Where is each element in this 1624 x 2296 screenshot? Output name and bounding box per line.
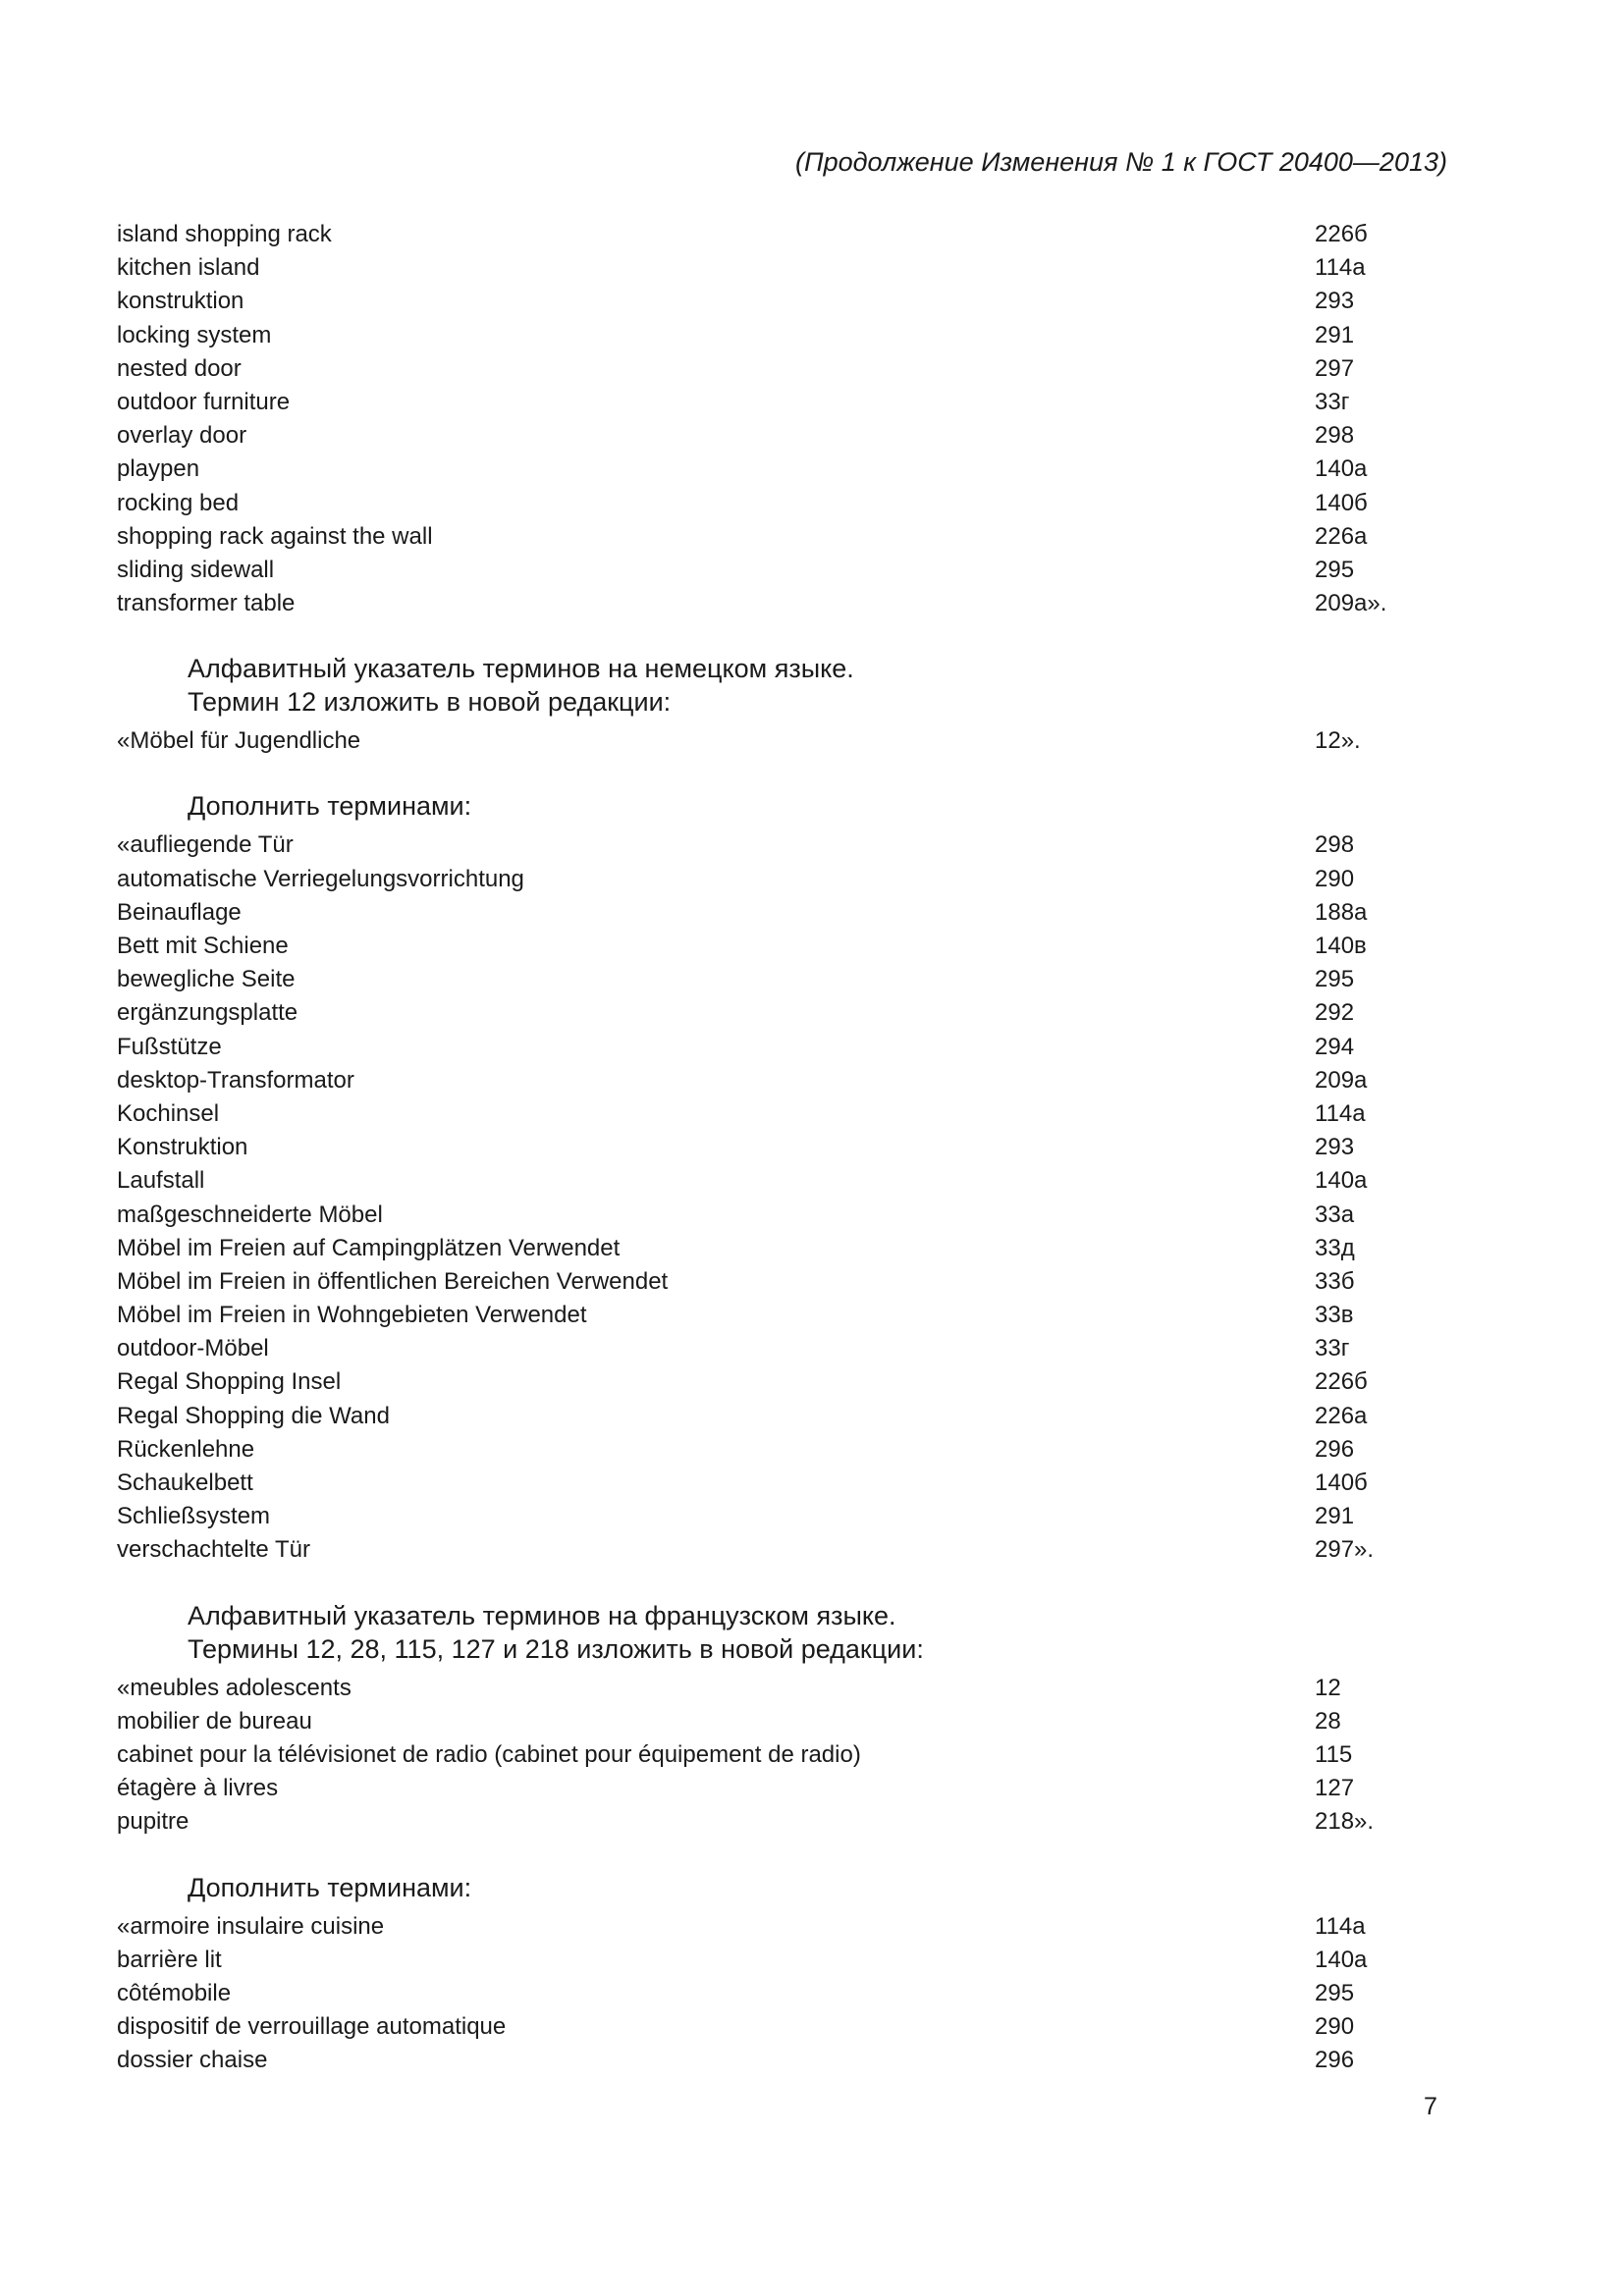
index-row bbox=[117, 487, 1413, 520]
index-term: pupitre bbox=[117, 1808, 189, 1836]
index-term: cabinet pour la télévisionet de radio (cabinet pour équipement de radio) bbox=[117, 1740, 861, 1768]
index-term: Konstruktion bbox=[117, 1134, 248, 1161]
index-row bbox=[117, 930, 1413, 963]
index-row bbox=[117, 1977, 1413, 2010]
index-term: Regal Shopping Insel bbox=[117, 1368, 342, 1396]
index-term-number: 226б bbox=[1315, 221, 1368, 247]
index-term-number: 297 bbox=[1315, 354, 1355, 382]
index-term-number: 291 bbox=[1315, 321, 1355, 348]
index-row bbox=[117, 1910, 1413, 1944]
index-term-number: 114а bbox=[1315, 1099, 1366, 1127]
index-term: Schaukelbett bbox=[117, 1469, 253, 1496]
index-term-number: 33г bbox=[1315, 388, 1350, 415]
index-term: Bett mit Schiene bbox=[117, 933, 289, 959]
index-row bbox=[117, 218, 1413, 251]
index-section bbox=[117, 218, 1413, 620]
index-term: barrière lit bbox=[117, 1946, 222, 1973]
index-term-number: 293 bbox=[1315, 288, 1355, 315]
index-term: locking system bbox=[117, 321, 272, 348]
index-row bbox=[117, 520, 1413, 554]
index-row bbox=[117, 419, 1413, 453]
section-note: Термины 12, 28, 115, 127 и 218 изложить в новой редакции: bbox=[188, 1633, 924, 1664]
index-term: outdoor furniture bbox=[117, 388, 291, 415]
index-term: mobilier de bureau bbox=[117, 1707, 312, 1735]
index-term: «aufliegende Tür bbox=[117, 831, 294, 859]
index-row bbox=[117, 251, 1413, 285]
index-term: étagère à livres bbox=[117, 1775, 279, 1802]
index-term-number: 28 bbox=[1315, 1707, 1341, 1735]
index-term: Möbel im Freien auf Campingplätzen Verwendet bbox=[117, 1234, 621, 1261]
section-note: Дополнить терминами: bbox=[188, 791, 472, 822]
index-row bbox=[117, 1944, 1413, 1977]
index-row bbox=[117, 1064, 1413, 1097]
index-term: bewegliche Seite bbox=[117, 966, 296, 993]
index-term-number: 209а». bbox=[1315, 590, 1387, 617]
index-term-number: 296 bbox=[1315, 2047, 1355, 2074]
index-row bbox=[117, 1365, 1413, 1399]
index-term-number: 33д bbox=[1315, 1234, 1355, 1261]
index-term: sliding sidewall bbox=[117, 556, 275, 583]
index-term-number: 140а bbox=[1315, 1946, 1368, 1973]
section-note: Алфавитный указатель терминов на немецком языке. bbox=[188, 654, 854, 684]
index-term: Rückenlehne bbox=[117, 1435, 255, 1463]
index-row bbox=[117, 1097, 1413, 1131]
index-term-number: 127 bbox=[1315, 1775, 1355, 1802]
index-row bbox=[117, 1433, 1413, 1467]
index-row bbox=[117, 587, 1413, 620]
index-term: Kochinsel bbox=[117, 1099, 220, 1127]
section-note: Алфавитный указатель терминов на французском языке. bbox=[188, 1600, 896, 1630]
index-term-number: 218». bbox=[1315, 1808, 1375, 1836]
index-term-number: 33б bbox=[1315, 1267, 1355, 1295]
index-term-number: 292 bbox=[1315, 999, 1355, 1027]
index-term-number: 115 bbox=[1315, 1740, 1353, 1768]
index-term: maßgeschneiderte Möbel bbox=[117, 1201, 383, 1228]
index-term: overlay door bbox=[117, 422, 247, 450]
index-row bbox=[117, 724, 1413, 758]
index-term-number: 33г bbox=[1315, 1335, 1350, 1362]
index-term: kitchen island bbox=[117, 254, 260, 282]
index-term: rocking bed bbox=[117, 489, 240, 516]
index-term-number: 114а bbox=[1315, 1912, 1366, 1940]
index-term-number: 294 bbox=[1315, 1033, 1355, 1060]
index-row bbox=[117, 1672, 1413, 1705]
index-term: island shopping rack bbox=[117, 221, 332, 247]
index-row bbox=[117, 1500, 1413, 1533]
index-term: desktop-Transformator bbox=[117, 1066, 354, 1094]
index-term-number: 226б bbox=[1315, 1368, 1368, 1396]
index-section bbox=[117, 1599, 1413, 1840]
index-row bbox=[117, 1533, 1413, 1567]
index-term-number: 33а bbox=[1315, 1201, 1355, 1228]
term-index bbox=[117, 218, 1413, 2077]
index-term-number: 140б bbox=[1315, 489, 1368, 516]
index-row bbox=[117, 285, 1413, 318]
index-term-number: 295 bbox=[1315, 1979, 1355, 2006]
index-term: Schließsystem bbox=[117, 1503, 271, 1530]
index-row bbox=[117, 1232, 1413, 1265]
index-row bbox=[117, 2010, 1413, 2044]
index-term-number: 290 bbox=[1315, 2013, 1355, 2041]
index-term-number: 33в bbox=[1315, 1302, 1354, 1329]
index-row bbox=[117, 386, 1413, 419]
section-note: Термин 12 изложить в новой редакции: bbox=[188, 687, 672, 718]
index-section bbox=[117, 1871, 1413, 2078]
index-term: Laufstall bbox=[117, 1167, 205, 1195]
index-term: nested door bbox=[117, 354, 242, 382]
index-term: outdoor-Möbel bbox=[117, 1335, 269, 1362]
index-row bbox=[117, 1772, 1413, 1805]
index-term-number: 293 bbox=[1315, 1134, 1355, 1161]
index-row bbox=[117, 319, 1413, 352]
index-term: «Möbel für Jugendliche bbox=[117, 727, 361, 755]
index-row bbox=[117, 1199, 1413, 1232]
index-term-number: 226а bbox=[1315, 522, 1368, 550]
index-term-number: 188а bbox=[1315, 898, 1368, 926]
index-term: «meubles adolescents bbox=[117, 1674, 352, 1701]
index-term: Regal Shopping die Wand bbox=[117, 1402, 390, 1429]
index-term-number: 291 bbox=[1315, 1503, 1355, 1530]
index-term: «armoire insulaire cuisine bbox=[117, 1912, 385, 1940]
index-row bbox=[117, 1031, 1413, 1064]
index-term-number: 297». bbox=[1315, 1536, 1375, 1564]
index-section bbox=[117, 789, 1413, 1567]
index-term: transformer table bbox=[117, 590, 296, 617]
index-term-number: 209а bbox=[1315, 1066, 1368, 1094]
index-row bbox=[117, 1265, 1413, 1299]
page-number: 7 bbox=[1424, 2093, 1437, 2120]
index-term: Beinauflage bbox=[117, 898, 242, 926]
index-row bbox=[117, 828, 1413, 862]
index-term-number: 298 bbox=[1315, 422, 1355, 450]
index-term: ergänzungsplatte bbox=[117, 999, 298, 1027]
index-row bbox=[117, 1299, 1413, 1332]
index-term: verschachtelte Tür bbox=[117, 1536, 310, 1564]
index-term: côtémobile bbox=[117, 1979, 232, 2006]
index-row bbox=[117, 863, 1413, 896]
index-term-number: 12 bbox=[1315, 1674, 1341, 1701]
index-row bbox=[117, 1400, 1413, 1433]
index-term-number: 295 bbox=[1315, 556, 1355, 583]
page-header: (Продолжение Изменения № 1 к ГОСТ 20400—2013) bbox=[795, 147, 1447, 177]
index-row bbox=[117, 2044, 1413, 2077]
index-row bbox=[117, 1738, 1413, 1772]
index-term-number: 12». bbox=[1315, 727, 1361, 755]
index-row bbox=[117, 1164, 1413, 1198]
index-term: automatische Verriegelungsvorrichtung bbox=[117, 865, 524, 892]
index-term-number: 140в bbox=[1315, 933, 1367, 959]
index-row bbox=[117, 1705, 1413, 1738]
index-row bbox=[117, 1131, 1413, 1164]
index-term-number: 140б bbox=[1315, 1469, 1368, 1496]
index-term: Fußstütze bbox=[117, 1033, 222, 1060]
section-note: Дополнить терминами: bbox=[188, 1872, 472, 1902]
index-term: playpen bbox=[117, 455, 200, 483]
index-term-number: 226а bbox=[1315, 1402, 1368, 1429]
index-term-number: 114а bbox=[1315, 254, 1366, 282]
index-term: konstruktion bbox=[117, 288, 244, 315]
index-row bbox=[117, 896, 1413, 930]
index-term: dossier chaise bbox=[117, 2047, 268, 2074]
index-row bbox=[117, 996, 1413, 1030]
index-term-number: 298 bbox=[1315, 831, 1355, 859]
index-term-number: 296 bbox=[1315, 1435, 1355, 1463]
index-term-number: 290 bbox=[1315, 865, 1355, 892]
index-term: shopping rack against the wall bbox=[117, 522, 433, 550]
index-term-number: 140а bbox=[1315, 455, 1368, 483]
index-term-number: 295 bbox=[1315, 966, 1355, 993]
index-row bbox=[117, 1467, 1413, 1500]
index-row bbox=[117, 352, 1413, 386]
index-section bbox=[117, 652, 1413, 758]
index-row bbox=[117, 554, 1413, 587]
index-term: dispositif de verrouillage automatique bbox=[117, 2013, 507, 2041]
index-row bbox=[117, 1805, 1413, 1839]
index-term-number: 140а bbox=[1315, 1167, 1368, 1195]
index-row bbox=[117, 1332, 1413, 1365]
index-term: Möbel im Freien in Wohngebieten Verwendet bbox=[117, 1302, 587, 1329]
index-term: Möbel im Freien in öffentlichen Bereichen Verwendet bbox=[117, 1267, 669, 1295]
index-row bbox=[117, 453, 1413, 486]
index-row bbox=[117, 963, 1413, 996]
